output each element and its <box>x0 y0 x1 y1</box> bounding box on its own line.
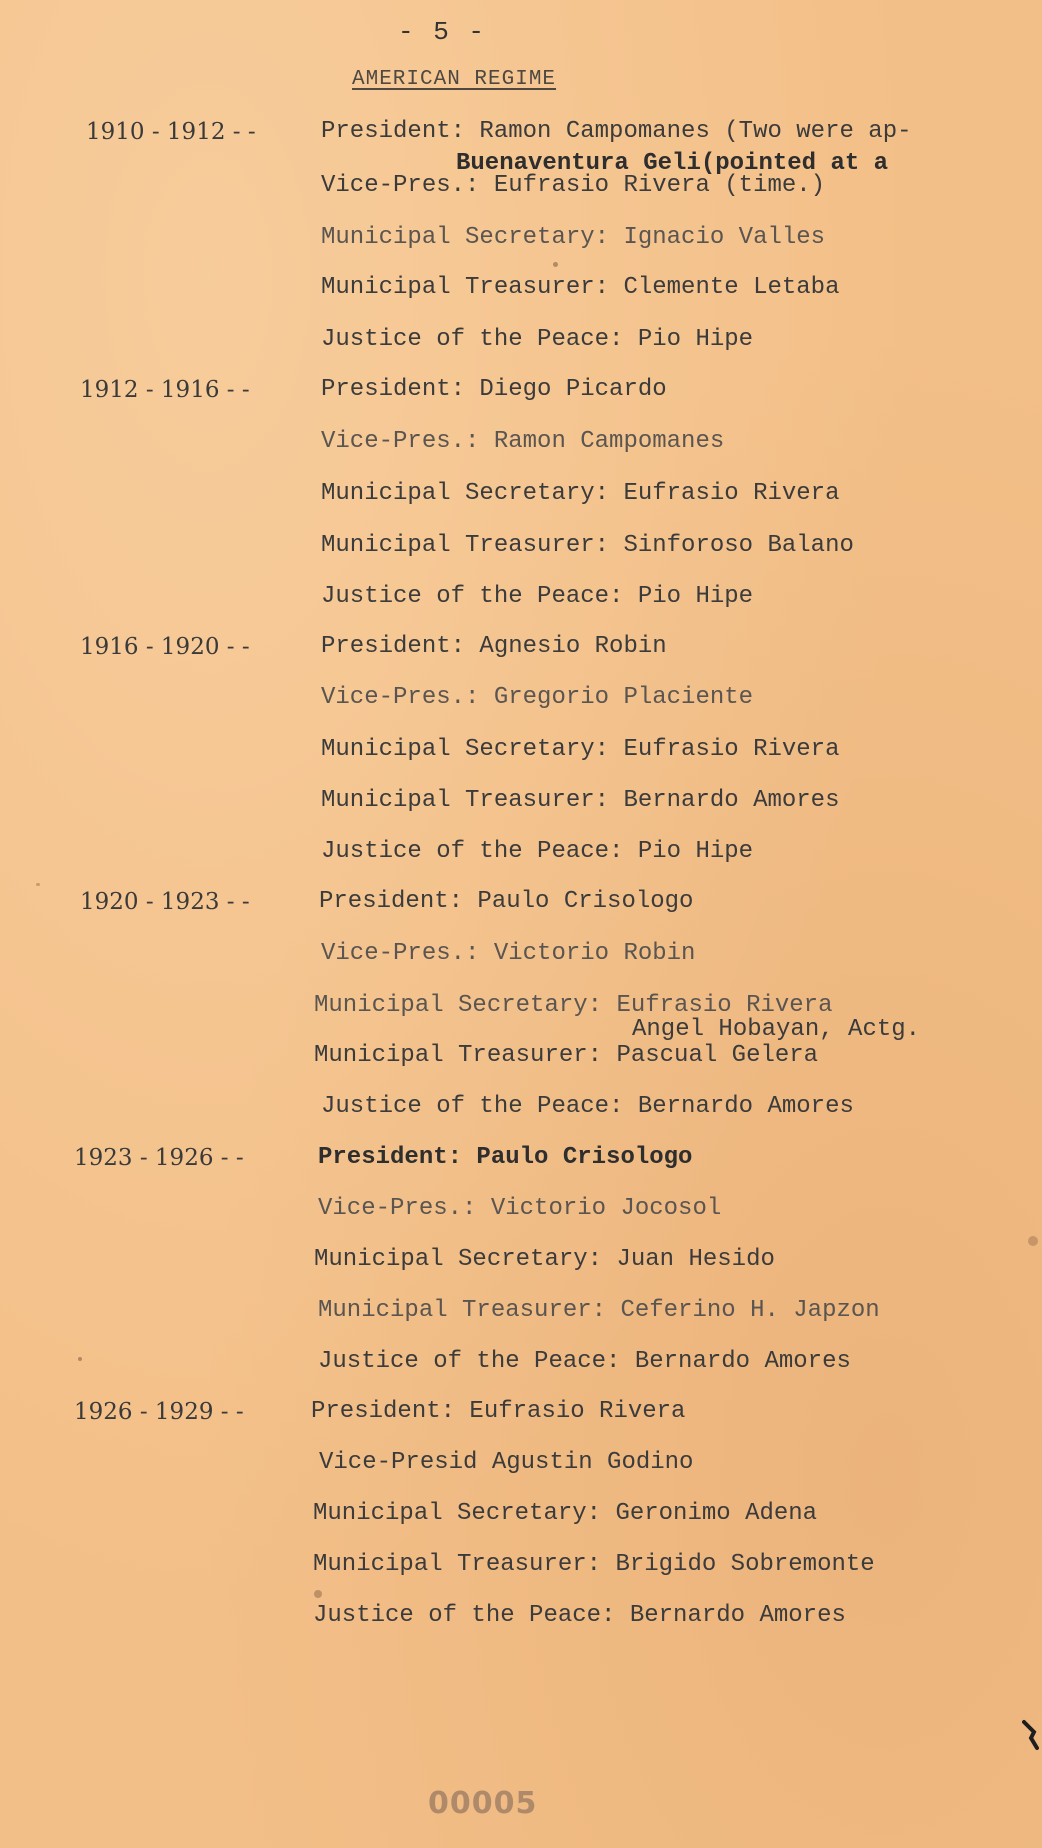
term-1926-justice: Justice of the Peace: Bernardo Amores <box>313 1602 846 1629</box>
term-1923-vice-president: Vice-Pres.: Victorio Jocosol <box>318 1195 722 1222</box>
term-1920-president: President: Paulo Crisologo <box>319 888 694 915</box>
term-1923-secretary: Municipal Secretary: Juan Hesido <box>314 1246 775 1273</box>
term-1910-president: President: Ramon Campomanes (Two were ap- <box>321 118 912 145</box>
term-1920-justice: Justice of the Peace: Bernardo Amores <box>321 1093 854 1120</box>
page-stamp-number: 00005 <box>428 1786 538 1821</box>
paper-speck <box>314 1590 322 1598</box>
term-1920-secretary: Municipal Secretary: Eufrasio Rivera <box>314 992 833 1019</box>
term-1920-vice-president: Vice-Pres.: Victorio Robin <box>321 940 696 967</box>
term-1912-secretary: Municipal Secretary: Eufrasio Rivera <box>321 480 840 507</box>
term-1916-vice-president: Vice-Pres.: Gregorio Placiente <box>321 684 754 711</box>
page-heading: AMERICAN REGIME <box>352 68 557 91</box>
paper-speck <box>553 262 558 267</box>
term-1923-justice: Justice of the Peace: Bernardo Amores <box>318 1348 851 1375</box>
term-1926-secretary: Municipal Secretary: Geronimo Adena <box>313 1500 818 1527</box>
term-1916-justice: Justice of the Peace: Pio Hipe <box>321 838 754 865</box>
term-1916-secretary: Municipal Secretary: Eufrasio Rivera <box>321 736 840 763</box>
term-1910-treasurer: Municipal Treasurer: Clemente Letaba <box>321 274 840 301</box>
term-1923-treasurer: Municipal Treasurer: Ceferino H. Japzon <box>318 1297 880 1324</box>
term-1916-treasurer: Municipal Treasurer: Bernardo Amores <box>321 787 840 814</box>
term-1912-justice: Justice of the Peace: Pio Hipe <box>321 583 754 610</box>
term-1923-president: President: Paulo Crisologo <box>318 1144 693 1171</box>
paper-speck <box>1028 1236 1038 1246</box>
term-1910-secretary: Municipal Secretary: Ignacio Valles <box>321 224 826 251</box>
term-1912-treasurer: Municipal Treasurer: Sinforoso Balano <box>321 532 854 559</box>
term-period-1926-1929: 1926 - 1929 - - <box>74 1399 244 1425</box>
term-period-1916-1920: 1916 - 1920 - - <box>80 634 250 660</box>
term-period-1910-1912: 1910 - 1912 - - <box>86 119 256 145</box>
term-1916-president: President: Agnesio Robin <box>321 633 667 660</box>
margin-ink-mark <box>1022 1718 1040 1758</box>
term-1910-justice: Justice of the Peace: Pio Hipe <box>321 326 754 353</box>
term-1910-vice-president: Vice-Pres.: Eufrasio Rivera (time.) <box>321 172 826 199</box>
term-1926-treasurer: Municipal Treasurer: Brigido Sobremonte <box>313 1551 875 1578</box>
term-period-1923-1926: 1923 - 1926 - - <box>74 1145 244 1171</box>
term-1926-president: President: Eufrasio Rivera <box>311 1398 686 1425</box>
page-number: - 5 - <box>398 17 487 47</box>
paper-speck <box>36 883 40 886</box>
term-1920-acting-secretary: Angel Hobayan, Actg. <box>632 1016 921 1043</box>
paper-speck <box>78 1357 82 1361</box>
term-1910-president-alt: Buenaventura Geli(pointed at a <box>456 150 889 177</box>
term-period-1912-1916: 1912 - 1916 - - <box>80 377 250 403</box>
term-1912-vice-president: Vice-Pres.: Ramon Campomanes <box>321 428 725 455</box>
term-1912-president: President: Diego Picardo <box>321 376 667 403</box>
term-period-1920-1923: 1920 - 1923 - - <box>80 889 250 915</box>
term-1926-vice-president: Vice-Presid Agustin Godino <box>319 1449 694 1476</box>
term-1920-treasurer: Municipal Treasurer: Pascual Gelera <box>314 1042 819 1069</box>
